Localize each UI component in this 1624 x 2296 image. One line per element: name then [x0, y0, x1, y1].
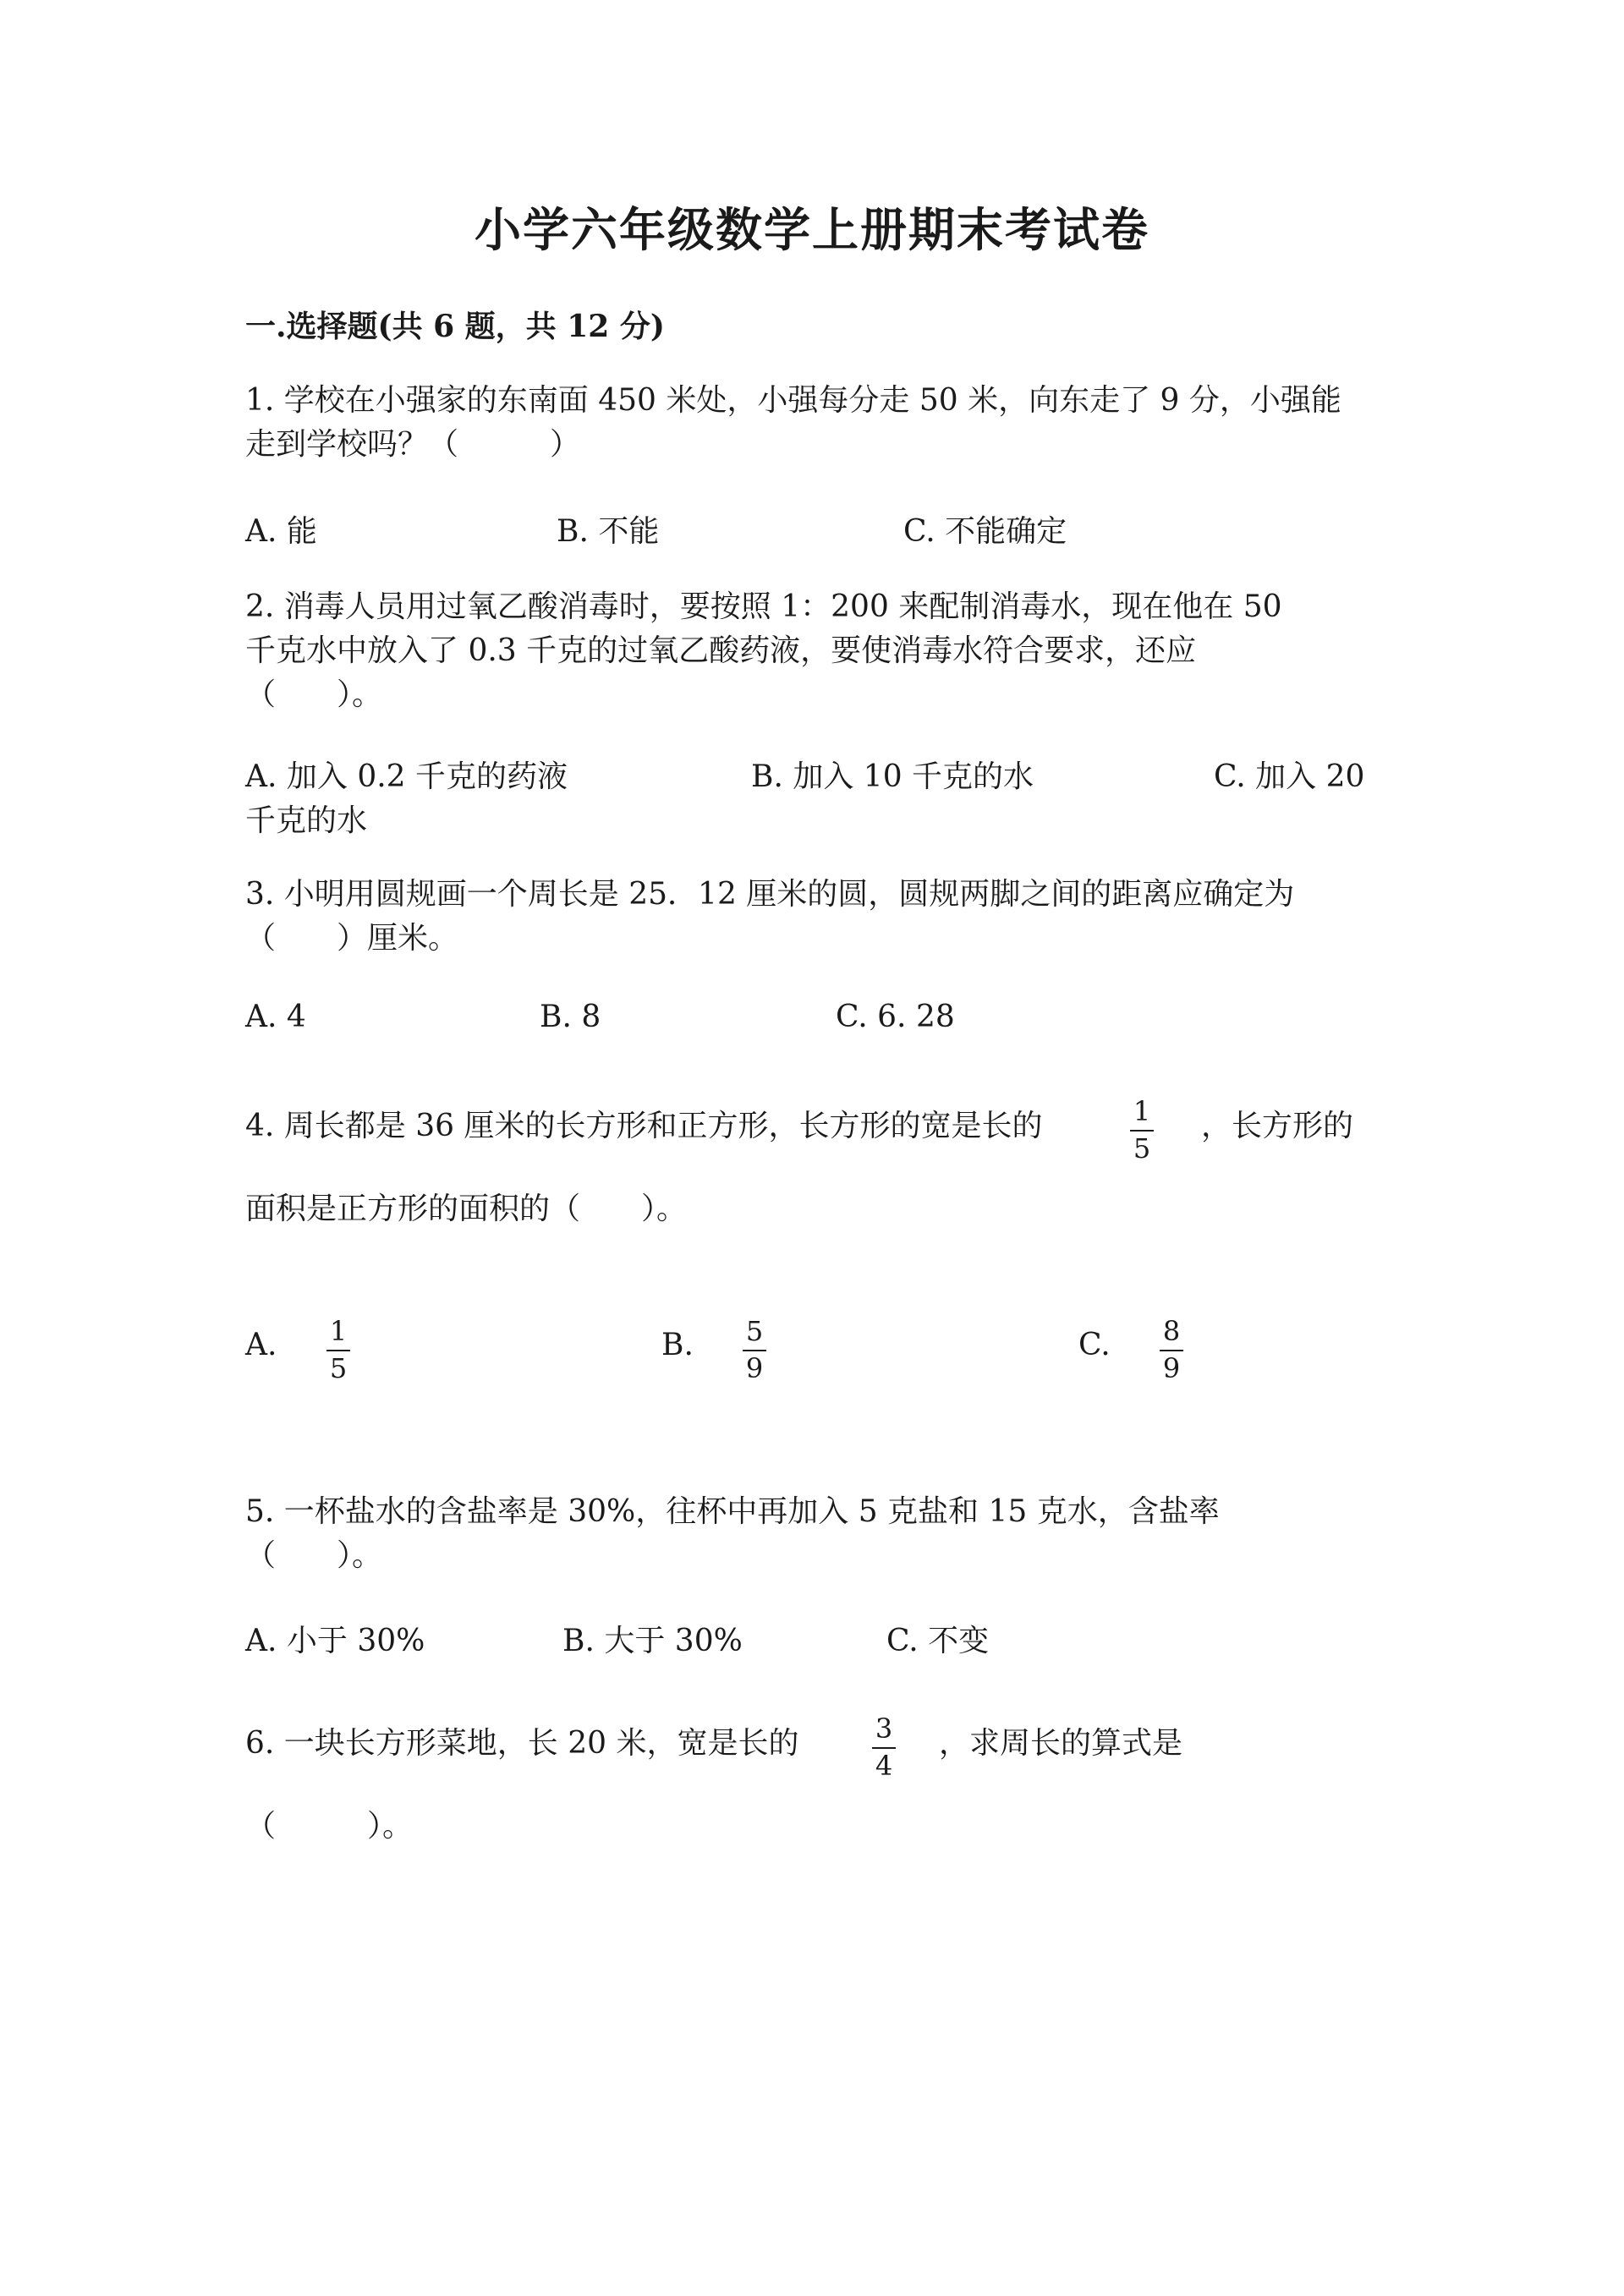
question-1-line-1: 1. 学校在小强家的东南面 450 米处，小强每分走 50 米，向东走了 9 分，小强能 — [245, 383, 1341, 418]
question-5-option-c: C. 不变 — [886, 1624, 990, 1658]
question-3-line-1: 3. 小明用圆规画一个周长是 25．12 厘米的圆，圆规两脚之间的距离应确定为 — [245, 877, 1295, 912]
fraction-denominator: 9 — [745, 1352, 764, 1384]
question-4-option-b-label: B. — [661, 1328, 694, 1362]
fraction-denominator: 5 — [1133, 1132, 1151, 1164]
question-6-line-1-end: ，求周长的算式是 — [939, 1726, 1183, 1761]
question-4-option-c-label: C. — [1078, 1328, 1111, 1362]
question-5-option-a: A. 小于 30% — [245, 1624, 425, 1658]
fraction-numerator: 1 — [1133, 1095, 1151, 1127]
question-5-line-1: 5. 一杯盐水的含盐率是 30%，往杯中再加入 5 克盐和 15 克水，含盐率 — [245, 1494, 1220, 1529]
question-3-option-c: C. 6. 28 — [836, 1000, 955, 1034]
question-6-fraction — [867, 1713, 901, 1781]
question-1-line-2: 走到学校吗？（ ） — [245, 427, 581, 462]
fraction-numerator: 1 — [329, 1315, 348, 1347]
question-4-option-b-fraction — [738, 1316, 771, 1384]
fraction-bar — [1130, 1130, 1154, 1132]
question-4-fraction — [1125, 1096, 1159, 1164]
question-2-option-c: C. 加入 20 — [1214, 759, 1365, 794]
question-4-option-c-fraction — [1155, 1316, 1188, 1384]
question-4-option-a-fraction — [321, 1316, 355, 1384]
fraction-numerator: 5 — [745, 1315, 764, 1347]
fraction-bar — [1160, 1350, 1183, 1351]
question-5-line-2: （ ）。 — [245, 1538, 383, 1573]
fraction-numerator: 8 — [1162, 1315, 1181, 1347]
fraction-bar — [743, 1350, 766, 1351]
question-1-option-b: B. 不能 — [557, 514, 660, 549]
question-4-line-2: 面积是正方形的面积的（ ）。 — [245, 1192, 688, 1226]
question-2-line-1: 2. 消毒人员用过氧乙酸消毒时，要按照 1：200 来配制消毒水，现在他在 50 — [245, 589, 1282, 624]
question-4-line-1: 4. 周长都是 36 厘米的长方形和正方形，长方形的宽是长的 — [245, 1109, 1043, 1143]
question-1-option-a: A. 能 — [245, 514, 317, 549]
question-2-option-c-cont: 千克的水 — [245, 803, 368, 838]
fraction-denominator: 4 — [875, 1750, 893, 1782]
fraction-bar — [872, 1747, 896, 1749]
section-heading: 一.选择题(共 6 题，共 12 分) — [245, 309, 665, 344]
question-2-line-2: 千克水中放入了 0.3 千克的过氧乙酸药液，要使消毒水符合要求，还应 — [245, 633, 1197, 668]
fraction-numerator: 3 — [875, 1712, 893, 1745]
fraction-bar — [326, 1350, 350, 1351]
question-6-line-1: 6. 一块长方形菜地，长 20 米，宽是长的 — [245, 1726, 799, 1761]
question-5-option-b: B. 大于 30% — [562, 1624, 743, 1658]
question-4-option-a-label: A. — [245, 1328, 277, 1362]
fraction-denominator: 5 — [329, 1352, 348, 1384]
question-2-option-b: B. 加入 10 千克的水 — [751, 759, 1034, 794]
question-3-option-a: A. 4 — [245, 1000, 306, 1034]
question-3-line-2: （ ）厘米。 — [245, 921, 459, 956]
question-4-line-1-end: ，长方形的 — [1201, 1109, 1354, 1143]
question-6-line-2: （ ）。 — [245, 1809, 414, 1844]
fraction-denominator: 9 — [1162, 1352, 1181, 1384]
question-2-line-3: （ ）。 — [245, 677, 383, 712]
question-3-option-b: B. 8 — [540, 1000, 601, 1034]
page-title: 小学六年级数学上册期末考试卷 — [474, 202, 1149, 257]
question-1-option-c: C. 不能确定 — [903, 514, 1067, 549]
question-2-option-a: A. 加入 0.2 千克的药液 — [245, 759, 568, 794]
